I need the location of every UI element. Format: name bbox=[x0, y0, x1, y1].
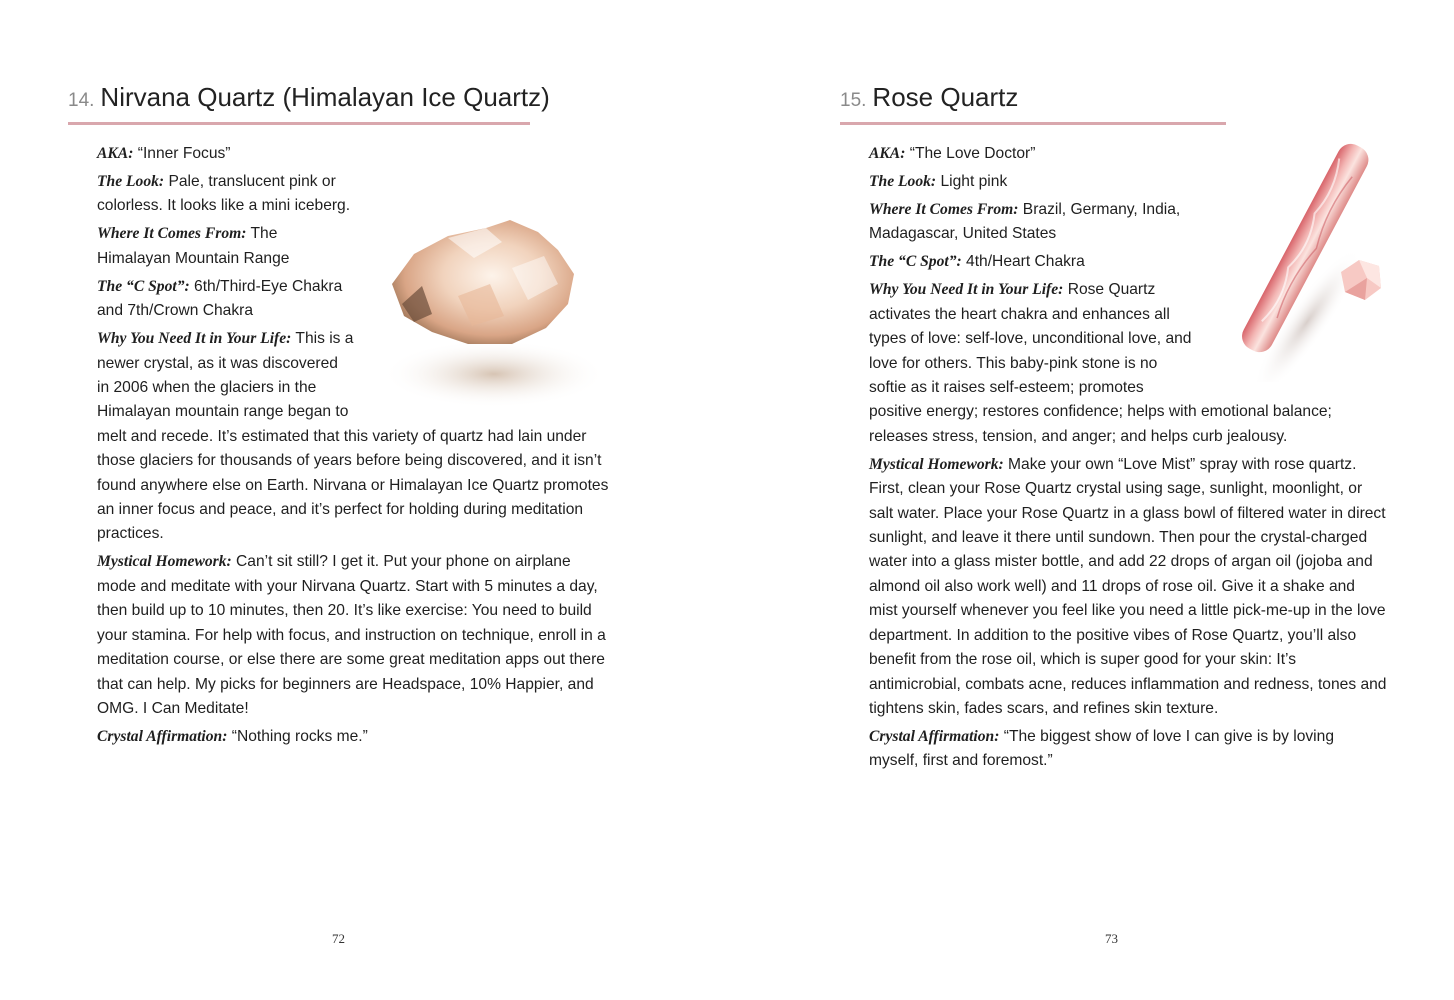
rose-quartz-image bbox=[1207, 122, 1397, 382]
field-where-it-comes-from: Where It Comes From: The Himalayan Mountain Range bbox=[97, 225, 290, 267]
entry-number: 14. bbox=[68, 90, 95, 111]
nirvana-quartz-image bbox=[362, 176, 612, 421]
field-c-spot: The “C Spot”: 4th/Heart Chakra bbox=[869, 253, 1085, 271]
entry-heading-15 bbox=[840, 82, 1018, 113]
entry-body bbox=[97, 142, 612, 753]
field-the-look: The Look: Light pink bbox=[869, 173, 1008, 190]
heading-rule bbox=[840, 122, 1226, 125]
entry-title: Nirvana Quartz (Himalayan Ice Quartz) bbox=[100, 82, 550, 112]
heading-rule bbox=[68, 122, 530, 125]
field-crystal-affirmation: Crystal Affirmation: “Nothing rocks me.” bbox=[97, 727, 368, 745]
page-number: 73 bbox=[1105, 931, 1118, 946]
field-why-you-need-it: Why You Need It in Your Life: Rose Quartz activates the heart chakra and enhances all types of love: self-love, unconditional love, and love for others. This baby-pink stone is no softie as it raises self-esteem; promotes positive energy; restores confidence; helps with emotional balance; releases stress, tension, and anger; and helps curb jealousy. bbox=[869, 281, 1332, 445]
entry-body bbox=[869, 142, 1387, 777]
right-page bbox=[727, 0, 1454, 1000]
field-aka: AKA: “The Love Doctor” bbox=[869, 145, 1036, 162]
field-the-look: The Look: Pale, translucent pink or colorless. It looks like a mini iceberg. bbox=[97, 173, 351, 215]
field-c-spot: The “C Spot”: 6th/Third-Eye Chakra and 7th/Crown Chakra bbox=[97, 277, 343, 320]
page-number: 72 bbox=[332, 931, 345, 946]
entry-number: 15. bbox=[840, 90, 867, 111]
field-mystical-homework: Mystical Homework: Can’t sit still? I get it. Put your phone on airplane mode and meditate with your Nirvana Quartz. Start with 5 minutes a day, then build up to 10 minutes, then 20. It’s like exercise: You need to build your stamina. For help with focus, and instruction on technique, enroll in a meditation course, or else there are some great meditation apps out there that can help. My picks for beginners are Headspace, 10% Happier, and OMG. I Can Meditate! bbox=[97, 553, 606, 717]
entry-heading-14 bbox=[68, 82, 550, 113]
field-why-you-need-it: Why You Need It in Your Life: This is a newer crystal, as it was discovered in 2006 when the glaciers in the Himalayan mountain range began to melt and recede. It’s estimated that this variety of quartz had lain under those glaciers for thousands of years before being discovered, and it isn’t found anywhere else on Earth. Nirvana or Himalayan Ice Quartz promotes an inner focus and peace, and it’s perfect for holding during meditation practices. bbox=[97, 330, 609, 543]
field-crystal-affirmation: Crystal Affirmation: “The biggest show of love I can give is by loving myself, first and foremost.” bbox=[869, 727, 1334, 770]
field-aka: AKA: “Inner Focus” bbox=[97, 145, 231, 162]
field-mystical-homework: Mystical Homework: Make your own “Love Mist” spray with rose quartz. First, clean your Rose Quartz crystal using sage, sunlight, moonlight, or salt water. Place your Rose Quartz in a glass bowl of filtered water in direct sunlight, and leave it there until sundown. Then pour the crystal-charged water into a glass mister bottle, and add 22 drops of argan oil (jojoba and almond oil also work well) and 11 drops of rose oil. Give it a shake and mist yourself whenever you feel like you need a little pick-me-up in the love department. In addition to the positive vibes of Rose Quartz, you’ll also benefit from the rose oil, which is super good for your skin: It’s antimicrobial, combats acne, reduces inflammation and redness, tones and tightens skin, fades scars, and refines skin texture. bbox=[869, 455, 1387, 717]
field-where-it-comes-from: Where It Comes From: Brazil, Germany, India, Madagascar, United States bbox=[869, 201, 1181, 243]
entry-title: Rose Quartz bbox=[872, 82, 1019, 112]
